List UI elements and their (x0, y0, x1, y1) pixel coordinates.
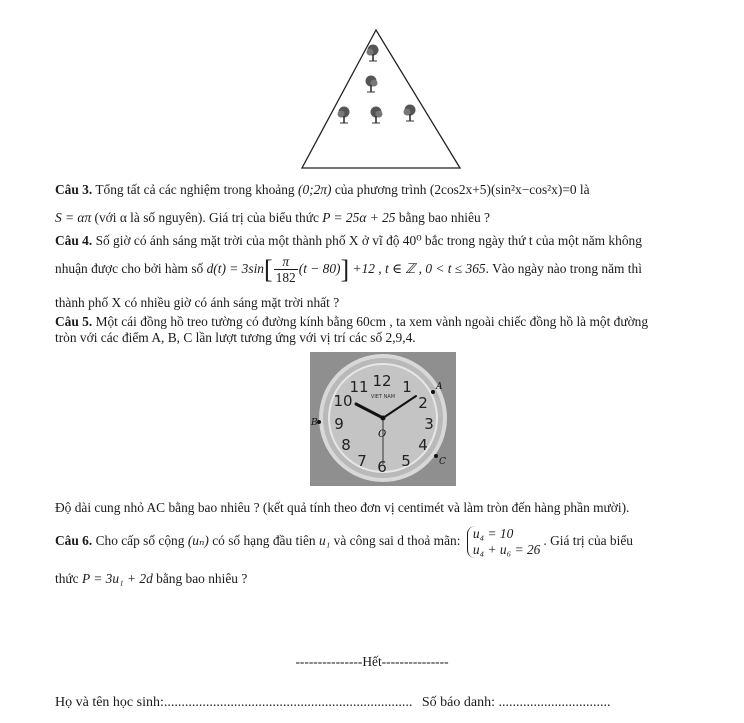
q4-line-1: Câu 4. Số giờ có ánh sáng mặt trời của một thành phố X ở vĩ độ 40⁰ bắc trong ngày thứ t của một năm không (55, 233, 642, 248)
q4-function: d(t) = 3sin (206, 261, 264, 276)
q5-line-1: Câu 5. Một cái đồng hồ treo tường có đường kính bằng 60cm , ta xem vành ngoài chiếc đồng hồ là một đường (55, 314, 649, 329)
q3-interval: (0;2π) (297, 182, 332, 197)
q3-line-1: Câu 3. Tổng tất cả các nghiệm trong khoảng (0;2π) của phương trình (2cos2x+5)(sin²x−cos²x)=0 là (55, 182, 590, 197)
q4-domain: +12 , t ∈ ℤ , 0 < t ≤ 365 (349, 261, 486, 276)
clock-number-2: 2 (418, 394, 428, 412)
q4-fraction: $\frac{\pi}{182}$ (275, 254, 296, 286)
q5-line-2: tròn với các điểm A, B, C lần lượt tương ứng với vị trí các số 2,9,4. (55, 330, 416, 345)
q6-sequence: (uₙ) (187, 533, 209, 548)
point-a-label: A (436, 382, 443, 392)
clock-number-3: 3 (424, 415, 434, 433)
clock-center-label: O (378, 429, 387, 440)
q6-label: Câu 6. (55, 533, 93, 548)
clock-number-9: 9 (334, 415, 344, 433)
footer (55, 695, 610, 711)
q4-label: Câu 4. (55, 233, 93, 248)
clock-number-4: 4 (418, 436, 428, 454)
clock-number-6: 6 (377, 458, 387, 476)
clock-number-11: 11 (349, 378, 369, 396)
point-b-label: B (311, 418, 318, 428)
q6-line-1: Câu 6. Cho cấp số cộng (uₙ) có số hạng đầu tiên u₁ và công sai d thoả mãn: u₄ = 10 u₄ + u₆ = 26 . Giá trị của biểu (55, 525, 633, 557)
q3-expression: P = 25α + 25 (322, 210, 396, 225)
clock-brand: VIET NAM (370, 394, 396, 400)
q3-sum: S = απ (55, 210, 92, 225)
q3-line-2: S = απ (với α là số nguyên). Giá trị của biểu thức P = 25α + 25 bằng bao nhiêu ? (55, 210, 490, 225)
triangle-figure (300, 28, 462, 171)
clock-number-7: 7 (357, 452, 367, 470)
q5-label: Câu 5. (55, 314, 93, 329)
q6-system: u₄ = 10 u₄ + u₆ = 26 (467, 526, 541, 558)
clock-number-10: 10 (333, 392, 353, 410)
q6-expression: P = 3u₁ + 2d (81, 571, 153, 586)
clock-number-1: 1 (402, 378, 412, 396)
clock-number-8: 8 (341, 436, 351, 454)
q6-line-2: thức P = 3u₁ + 2d bằng bao nhiêu ? (55, 571, 248, 586)
q4-line-2: nhuận được cho bởi hàm số d(t) = 3sin[ $\frac{\pi}{182}$ (t − 80)] +12 , t ∈ ℤ , 0 < t ≤ 365. Vào ngày nào trong năm thì (55, 254, 642, 286)
clock-number-5: 5 (401, 452, 411, 470)
clock-number-12: 12 (372, 372, 392, 390)
student-name-field: Họ và tên học sinh:....................................................................... (55, 695, 413, 710)
q5-line-3: Độ dài cung nhỏ AC bằng bao nhiêu ? (kết quả tính theo đơn vị centimét và làm tròn đến hàng phần mười). (55, 500, 630, 515)
end-marker: ---------------Hết--------------- (295, 654, 449, 669)
clock-image (310, 352, 456, 486)
point-c-label: C (439, 457, 446, 467)
q3-label: Câu 3. (55, 182, 93, 197)
student-id-field: Số báo danh: ................................ (421, 695, 611, 710)
q3-equation: (2cos2x+5)(sin²x−cos²x)=0 (429, 182, 577, 197)
q4-line-3: thành phố X có nhiều giờ có ánh sáng mặt trời nhất ? (55, 295, 340, 310)
